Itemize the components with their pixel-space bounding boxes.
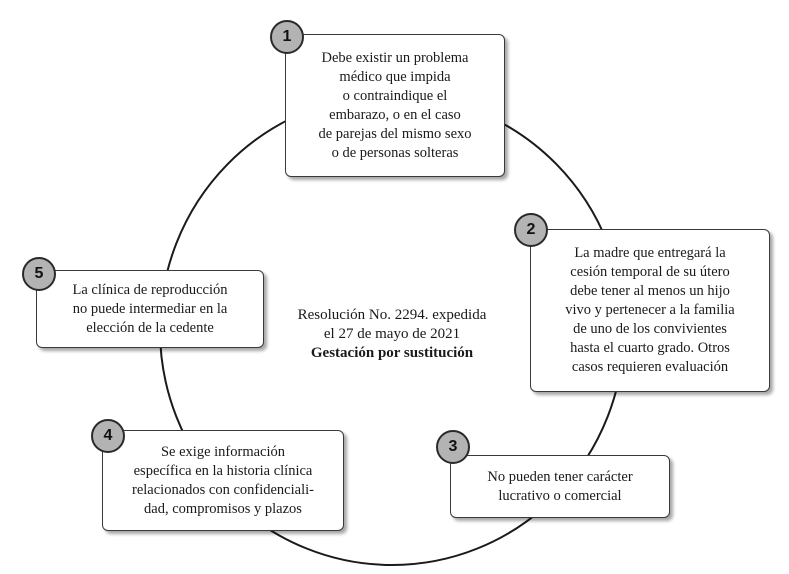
step-5-box [36, 270, 264, 348]
step-4-box [102, 430, 344, 531]
step-4-badge: 4 [91, 419, 125, 453]
step-1-badge: 1 [270, 20, 304, 54]
step-5-text: La clínica de reproducción no puede intermediar en la elección de la cedente [72, 281, 228, 336]
step-3-badge: 3 [436, 430, 470, 464]
step-3-box [450, 455, 670, 518]
step-2-text: La madre que entregará la cesión temporal de su útero debe tener al menos un hijo vivo y pertenecer a la familia de uno de los convivientes hasta el cuarto grado. Otros casos requieren evaluación [565, 245, 735, 375]
step-1-box [285, 34, 505, 177]
step-2-badge: 2 [514, 213, 548, 247]
step-1-text: Debe existir un problema médico que impida o contraindique el embarazo, o en el caso de parejas del mismo sexo o de personas solteras [318, 49, 472, 161]
center-resolution-line: Resolución No. 2294. expedida [297, 307, 487, 323]
step-4-text: Se exige información específica en la historia clínica relacionados con confidenciali- dad, compromisos y plazos [132, 443, 314, 517]
step-2-box [530, 229, 770, 392]
step-5-badge: 5 [22, 257, 56, 291]
center-date-line: el 27 de mayo de 2021 [323, 326, 461, 342]
center-label [272, 306, 512, 363]
center-title: Gestación por sustitución [310, 345, 474, 361]
step-3-text: No pueden tener carácter lucrativo o comercial [487, 468, 633, 504]
